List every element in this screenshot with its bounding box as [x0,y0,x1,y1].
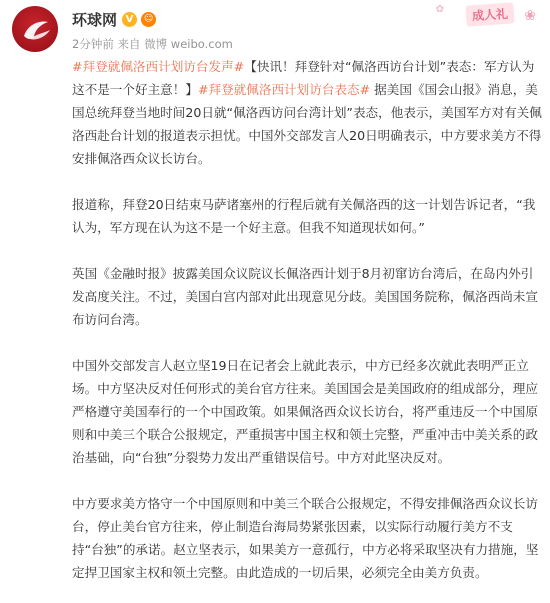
avatar[interactable] [12,6,58,52]
flower-icon: ❀ [524,8,536,24]
post-paragraph: 中国外交部发言人赵立坚19日在记者会上就此表示，中方已经多次就此表明严正立场。中方坚决反对任何形式的美台官方往来。美国国会是美国政府的组成部分，理应严格遵守美国奉行的一个中国政策。如果佩洛西众议长访台，将严重违反一个中国原则和中美三个联合公报规定，严重损害中国主权和领土完整，严重冲击中美关系的政治基础，向“台独”分裂势力发出严重错误信号。中方对此坚决反对。 [72,358,538,465]
post-source[interactable]: 微博 weibo.com [144,37,233,51]
vip-badge-icon: ☺ [141,12,156,27]
post-text: 【快讯！拜登针对“佩洛西访台计划”表态：军方认为这不是一个好主意！】 [72,59,535,97]
post-time[interactable]: 2分钟前 [72,37,114,51]
topic-tag-link[interactable]: #拜登就佩洛西计划访台发声# [72,59,245,74]
topic-tag-link[interactable]: #拜登就佩洛西计划访台表态# [197,82,371,97]
source-prefix: 来自 [117,37,141,51]
post-text: 据美国《国会山报》消息，美国总统拜登当地时间20日就“佩洛西访问台湾计划”表态，他表示，美国军方对有关佩洛西赴台计划的报道表示担忧。中国外交部发言人20日明确表示，中方要求美方不得安排佩洛西众议长访台。 [72,82,542,166]
post-meta [72,36,550,52]
verified-badge-icon: V [122,12,137,27]
post-paragraph: 英国《金融时报》披露美国众议院议长佩洛西计划于8月初窜访台湾后，在岛内外引发高度关注。不过，美国白宫内部对此出现意见分歧。美国国务院称，佩洛西尚未宣布访问台湾。 [72,266,538,327]
globe-logo-icon [12,6,58,52]
account-name[interactable]: 环球网 [72,10,118,29]
card-decoration [435,0,536,30]
post-body [72,55,542,603]
decoration-card-text: 成人礼 [465,2,514,26]
post-paragraph: 中方要求美方恪守一个中国原则和中美三个联合公报规定，不得安排佩洛西众议长访台，停止美台官方往来，停止制造台海局势紧张因素，以实际行动履行美方不支持“台独”的承诺。赵立坚表示，如果美方一意孤行，中方必将采取坚决有力措施，坚定捍卫国家主权和领土完整。由此造成的一切后果，必须完全由美方负责。 [72,496,539,580]
post-paragraph: 报道称，拜登20日结束马萨诸塞州的行程后就有关佩洛西的这一计划告诉记者，“我认为，军方现在认为这不是一个好主意。但我不知道现状如何。” [72,197,536,235]
post-paragraph [72,55,542,170]
flower-icon: ✿ [435,4,444,15]
